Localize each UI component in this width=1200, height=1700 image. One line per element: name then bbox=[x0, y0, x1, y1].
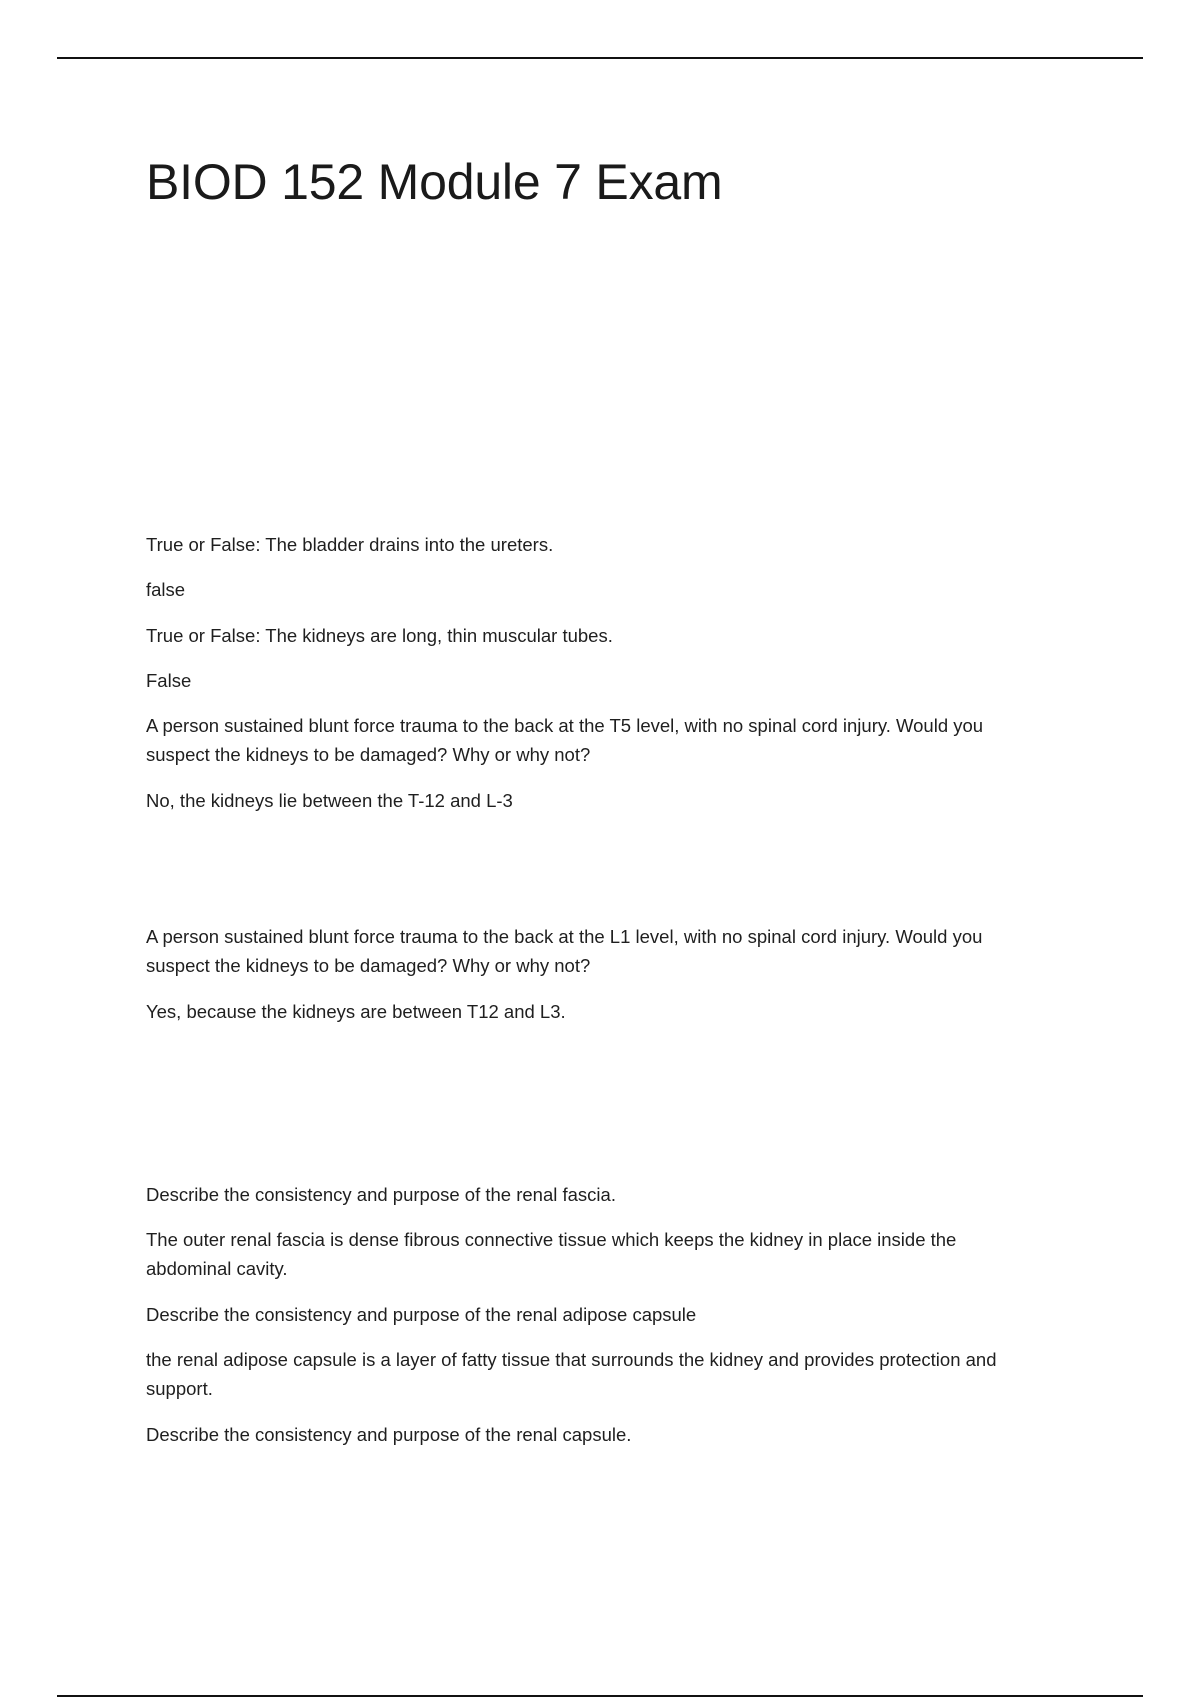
question-3-line-1: A person sustained blunt force trauma to the back at the T5 level, with no spinal cord injury. Would you bbox=[146, 715, 984, 736]
answer-5-line-1: The outer renal fascia is dense fibrous connective tissue which keeps the kidney in place inside the bbox=[146, 1229, 957, 1250]
answer-3: No, the kidneys lie between the T-12 and L-3 bbox=[146, 790, 513, 811]
question-5: Describe the consistency and purpose of the renal fascia. bbox=[146, 1184, 616, 1205]
answer-4: Yes, because the kidneys are between T12 and L3. bbox=[146, 1001, 566, 1022]
answer-2: False bbox=[146, 670, 192, 691]
answer-5-line-2: abdominal cavity. bbox=[146, 1258, 288, 1279]
question-7: Describe the consistency and purpose of the renal capsule. bbox=[146, 1424, 632, 1445]
question-2: True or False: The kidneys are long, thin muscular tubes. bbox=[146, 625, 613, 646]
answer-6-line-1: the renal adipose capsule is a layer of fatty tissue that surrounds the kidney and provides protection and bbox=[146, 1349, 997, 1370]
question-3-line-2: suspect the kidneys to be damaged? Why or why not? bbox=[146, 744, 591, 765]
question-1: True or False: The bladder drains into the ureters. bbox=[146, 534, 554, 555]
question-6: Describe the consistency and purpose of the renal adipose capsule bbox=[146, 1304, 697, 1325]
answer-1: false bbox=[146, 579, 186, 600]
document-title: BIOD 152 Module 7 Exam bbox=[146, 154, 723, 210]
answer-6-line-2: support. bbox=[146, 1378, 213, 1399]
bottom-rule bbox=[57, 1695, 1143, 1697]
question-4-line-1: A person sustained blunt force trauma to the back at the L1 level, with no spinal cord injury. Would you bbox=[146, 926, 983, 947]
top-rule bbox=[57, 57, 1143, 59]
question-4-line-2: suspect the kidneys to be damaged? Why or why not? bbox=[146, 955, 591, 976]
